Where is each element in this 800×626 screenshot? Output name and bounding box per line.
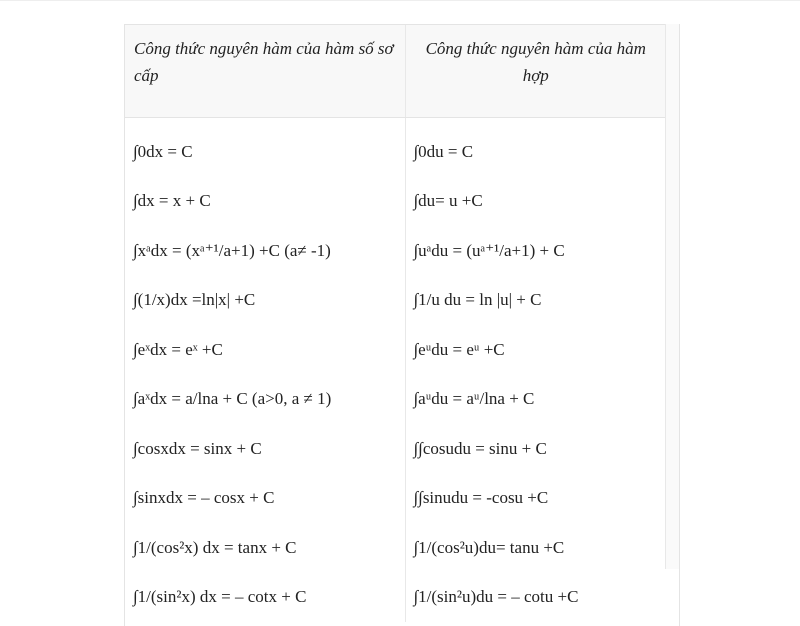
formula-cell-composite: ∫∫sinudu = -cosu +C (413, 488, 549, 508)
formula-cell-composite: ∫0du = C (413, 141, 474, 161)
formula-cell-composite: ∫uᵃdu = (uᵃ⁺¹/a+1) + C (413, 240, 565, 260)
table-spacer-row (125, 117, 666, 127)
formula-cell-composite: ∫aᵘdu = aᵘ/lna + C (413, 389, 535, 409)
spacer-cell (125, 117, 405, 127)
formula-cell-composite: ∫1/(cos²u)du= tanu +C (413, 537, 565, 557)
formula-cell-basic: ∫dx = x + C (125, 177, 405, 227)
table-row (125, 375, 666, 425)
table-row (125, 226, 666, 276)
table-row (125, 276, 666, 326)
table-row (125, 474, 666, 524)
formula-cell-basic: ∫xᵃdx = (xᵃ⁺¹/a+1) +C (a≠ -1) (125, 226, 405, 276)
table-row (125, 523, 666, 573)
formula-cell-basic: ∫0dx = C (125, 127, 405, 177)
formula-cell-basic: ∫(1/x)dx =ln|x| +C (125, 276, 405, 326)
table-row (125, 424, 666, 474)
formula-cell-composite: ∫1/u du = ln |u| + C (413, 290, 542, 310)
formula-cell-basic: ∫eˣdx = eˣ +C (125, 325, 405, 375)
header-composite-functions: Công thức nguyên hàm của hàm hợp (405, 25, 666, 117)
table-header-row (125, 25, 666, 117)
table-row (125, 127, 666, 177)
formula-cell-basic: ∫aˣdx = a/lna + C (a>0, a ≠ 1) (125, 375, 405, 425)
formula-table (125, 25, 666, 622)
formula-cell-basic: ∫1/(sin²x) dx = – cotx + C (125, 573, 405, 623)
formula-cell-composite: ∫1/(sin²u)du = – cotu +C (413, 587, 579, 607)
header-elementary-functions: Công thức nguyên hàm của hàm số sơ cấp (125, 25, 405, 117)
spacer-cell (405, 117, 666, 127)
formula-cell-basic: ∫sinxdx = – cosx + C (125, 474, 405, 524)
formula-cell-composite: ∫∫cosudu = sinu + C (413, 438, 547, 458)
formula-cell-basic: ∫cosxdx = sinx + C (125, 424, 405, 474)
table-scroll-strip (665, 24, 680, 569)
formula-cell-composite: ∫eᵘdu = eᵘ +C (413, 339, 505, 359)
formula-table-container (124, 24, 680, 626)
table-row (125, 573, 666, 623)
formula-cell-composite: ∫du= u +C (413, 191, 483, 211)
table-row (125, 177, 666, 227)
table-row (125, 325, 666, 375)
formula-cell-basic: ∫1/(cos²x) dx = tanx + C (125, 523, 405, 573)
top-divider (0, 0, 800, 1)
